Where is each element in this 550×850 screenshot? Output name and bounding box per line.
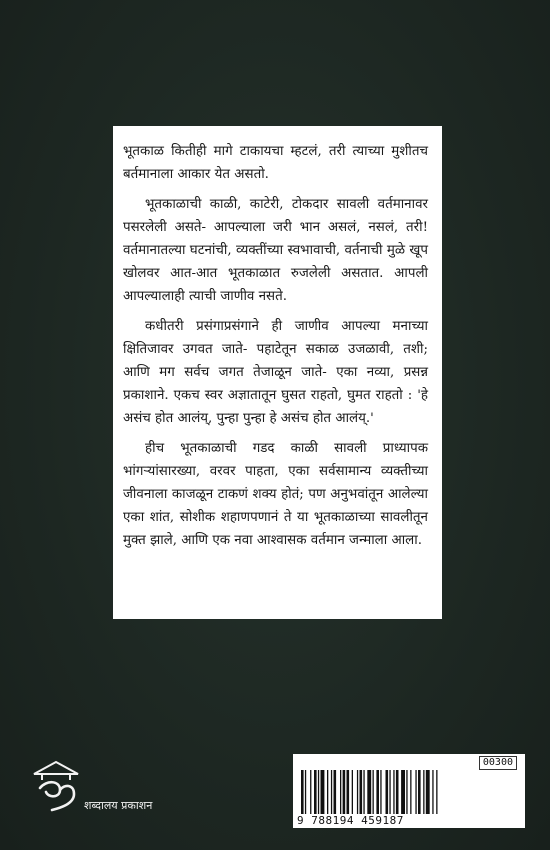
barcode-bar	[376, 770, 379, 814]
barcode-bar	[423, 770, 424, 814]
barcode-bars	[301, 770, 517, 814]
barcode-bar	[436, 770, 437, 814]
barcode-bar	[418, 770, 421, 814]
barcode-bar	[314, 770, 317, 814]
barcode-bar	[347, 770, 350, 814]
barcode-bar	[343, 770, 346, 814]
blurb-paragraph-4: हीच भूतकाळाची गडद काळी सावली प्राध्यापक भांगऱ्यांसारख्या, वरवर पाहता, एका सर्वसामान्य व्यक्तीच्या जीवनाला काजळून टाकणं शक्य होतं; पण अनुभवांतून आलेल्या एका शांत, सोशीक शहाणपणानं ते या भूतकाळाच्या सावलीतून मुक्त झाले, आणि एक नवा आश्वासक वर्तमान जन्माला आला.	[123, 441, 428, 548]
barcode-bar	[367, 770, 371, 814]
barcode-bar	[301, 770, 304, 814]
price-code: 00300	[479, 756, 517, 770]
barcode-bar	[331, 770, 332, 814]
barcode-bar	[406, 770, 407, 814]
barcode-bar	[432, 770, 433, 814]
barcode-bar	[401, 770, 405, 814]
barcode-bar	[340, 770, 341, 814]
blurb-text-panel	[113, 126, 442, 619]
barcode-bar	[410, 770, 411, 814]
barcode-bar	[327, 770, 328, 814]
barcode-bar	[357, 770, 358, 814]
isbn-barcode	[293, 754, 525, 828]
publisher-logo-icon	[30, 758, 90, 816]
barcode-bar	[352, 770, 353, 814]
barcode-bar	[373, 770, 374, 814]
isbn-number: 9 788194 459187	[297, 814, 404, 827]
barcode-bar	[380, 770, 381, 814]
barcode-bar	[415, 770, 416, 814]
blurb-paragraph-2: भूतकाळाची काळी, काटेरी, टोकदार सावली वर्तमानावर पसरलेली असते- आपल्याला जरी भान असलं, नसलं, तरी! वर्तमानातल्या घटनांची, व्यक्तींच्या स्वभावाची, वर्तनाची मुळे खूप खोलवर आत-आत भूतकाळात रुजलेली असतात. आपली आपल्यालाही त्याची जाणीव नसते.	[123, 197, 428, 304]
publisher-block	[30, 758, 220, 818]
barcode-bar	[393, 770, 394, 814]
barcode-bar	[305, 770, 306, 814]
barcode-bar	[321, 770, 325, 814]
publisher-name: शब्दालय प्रकाशन	[84, 799, 153, 812]
barcode-bar	[318, 770, 319, 814]
blurb-paragraph-1: भूतकाळ कितीही मागे टाकायचा म्हटलं, तरी त्याच्या मुशीतच बर्तमानाला आकार येत असतो.	[123, 144, 428, 182]
barcode-bar	[310, 770, 311, 814]
barcode-bar	[396, 770, 399, 814]
barcode-bar	[389, 770, 390, 814]
barcode-bar	[334, 770, 337, 814]
barcode-bar	[426, 770, 430, 814]
barcode-bar	[363, 770, 364, 814]
barcode-bar	[386, 770, 389, 814]
barcode-bar	[360, 770, 363, 814]
blurb-paragraph-3: कधीतरी प्रसंगाप्रसंगाने ही जाणीव आपल्या मनाच्या क्षितिजावर उगवत जाते- पहाटेतून सकाळ उजळावी, तशी; आणि मग सर्वच जगत तेजाळून जाते- एका नव्या, प्रसन्न प्रकाशाने. एकच स्वर अज्ञातातून घुसत राहतो, घुमत राहतो : 'हे असंच होत आलंय्, पुन्हा पुन्हा हे असंच होत आलंय्.'	[123, 319, 428, 426]
